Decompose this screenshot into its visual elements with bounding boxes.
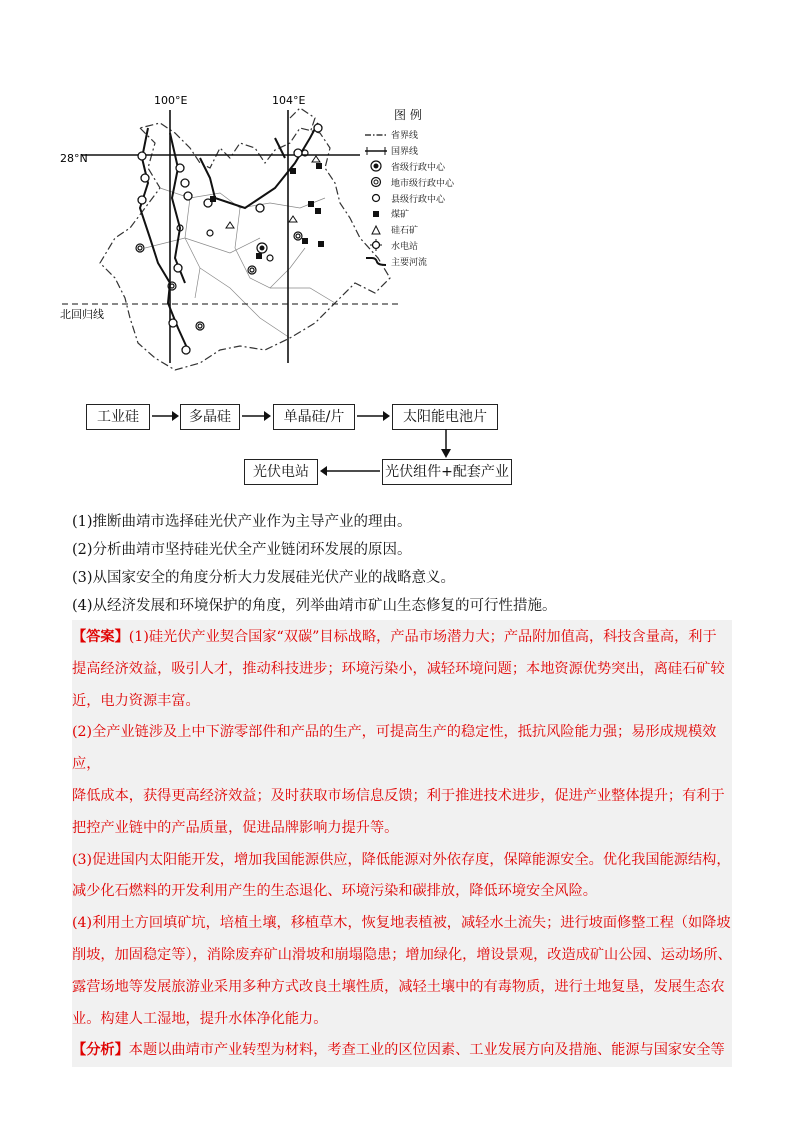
arrow-right-icon	[150, 404, 180, 428]
provincial-capital-icon	[364, 159, 388, 173]
legend-coal-mine: 煤矿	[364, 206, 464, 222]
legend-provincial-boundary: 省界线	[364, 127, 464, 143]
lat-label-28: 28°N	[60, 152, 88, 165]
legend-main-river: 主要河流	[364, 253, 464, 269]
flow-step-solar-cell: 太阳能电池片	[392, 404, 498, 430]
analysis-tag: 【分析】	[72, 1042, 129, 1059]
flow-step-monocrystalline: 单晶硅/片	[273, 404, 355, 430]
flow-step-pv-station: 光伏电站	[244, 459, 318, 485]
question-4: (4)从经济发展和环境保护的角度，列举曲靖市矿山生态修复的可行性措施。	[72, 598, 557, 614]
legend-provincial-capital: 省级行政中心	[364, 159, 464, 175]
answer-line-9: (4)利用土方回填矿坑，培植土壤，移植草木，恢复地表植被，减轻水土流失；进行坡面修整工程（如降坡	[72, 915, 731, 932]
legend-hydropower-station: 水电站	[364, 238, 464, 254]
arrow-right-icon	[240, 404, 272, 428]
flow-step-pv-module: 光伏组件+配套产业	[382, 459, 512, 485]
legend-prefecture-center: 地市级行政中心	[364, 174, 464, 190]
coal-mines	[210, 163, 324, 259]
arrow-left-icon	[318, 459, 382, 483]
flow-step-industrial-silicon: 工业硅	[86, 404, 150, 430]
answer-line-1: (1)硅光伏产业契合国家“双碳”目标战略，产品市场潜力大；产品附加值高，科技含量高，利于	[128, 629, 717, 645]
hydropower-station-icon	[364, 238, 388, 252]
answer-line-4: (2)全产业链涉及上中下游零部件和产品的生产，可提高生产的稳定性，抵抗风险能力强；易形成规模效应，	[72, 724, 717, 773]
question-2: (2)分析曲靖市坚持硅光伏全产业链闭环发展的原因。	[72, 542, 412, 558]
legend-county-center: 县级行政中心	[364, 190, 464, 206]
prefecture-center-icon	[364, 175, 388, 189]
county-center-icon	[364, 191, 388, 205]
answer-line-2: 提高经济效益，吸引人才，推动科技进步；环境污染小，减轻环境问题；本地资源优势突出，离硅石矿较	[72, 660, 725, 677]
lon-label-100: 100°E	[154, 94, 188, 107]
answer-line-10: 削坡，加固稳定等），消除废弃矿山滑坡和崩塌隐患；增加绿化，增设景观，改造成矿山公园、运动场所、	[72, 946, 732, 963]
question-1: (1)推断曲靖市选择硅光伏产业作为主导产业的理由。	[72, 514, 412, 530]
answer-block	[72, 620, 732, 1067]
map-legend	[364, 106, 464, 269]
flow-step-polysilicon: 多晶硅	[180, 404, 240, 430]
question-3: (3)从国家安全的角度分析大力发展硅光伏产业的战略意义。	[72, 570, 456, 586]
legend-title: 图 例	[394, 108, 422, 122]
answer-line-11: 露营场地等发展旅游业采用多种方式改良土壤性质，减轻土壤中的有毒物质，进行土地复垦，发展生态农	[72, 978, 725, 995]
main-river-icon	[364, 254, 388, 268]
answer-line-6: 把控产业链中的产品质量，促进品牌影响力提升等。	[72, 819, 399, 836]
industry-chain-flow	[80, 398, 520, 498]
answer-line-5: 降低成本，获得更高经济效益；及时获取市场信息反馈；利于推进技术进步，促进产业整体提升；有利于	[72, 787, 725, 804]
analysis-text: 本题以曲靖市产业转型为材料，考查工业的区位因素、工业发展方向及措施、能源与国家安全等	[128, 1042, 725, 1059]
answer-line-7: (3)促进国内太阳能开发，增加我国能源供应，降低能源对外依存度，保障能源安全。优化我国能源结构，	[72, 851, 731, 868]
answer-line-3: 近，电力资源丰富。	[72, 692, 200, 709]
arrow-down-icon	[436, 429, 456, 459]
tropic-label: 北回归线	[60, 308, 104, 321]
coal-mine-icon	[364, 207, 388, 221]
national-boundary-icon	[364, 144, 388, 158]
provincial-boundary-icon	[364, 128, 388, 142]
lon-label-104: 104°E	[272, 94, 306, 107]
silica-mine-icon	[364, 223, 388, 237]
legend-national-boundary: 国界线	[364, 143, 464, 159]
answer-line-12: 业。构建人工湿地，提升水体净化能力。	[72, 1010, 328, 1027]
answer-line-8: 减少化石燃料的开发利用产生的生态退化、环境污染和碳排放，降低环境安全风险。	[72, 883, 597, 900]
legend-silica-mine: 硅石矿	[364, 222, 464, 238]
arrow-right-icon	[355, 404, 391, 428]
answer-tag: 【答案】	[72, 629, 129, 645]
